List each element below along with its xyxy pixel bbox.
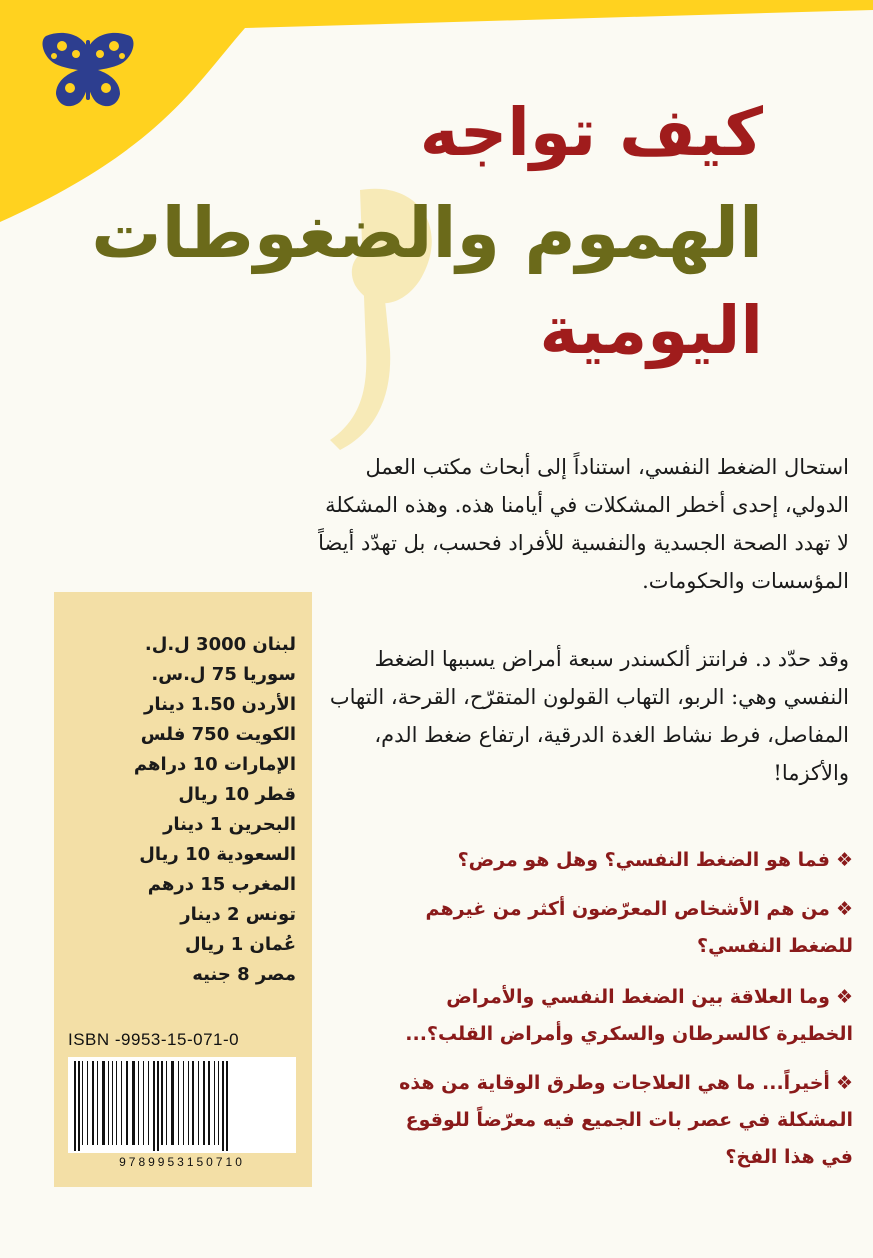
barcode-bar (203, 1061, 205, 1145)
barcode-bar (92, 1061, 94, 1145)
question-item (383, 842, 853, 879)
barcode-bar (74, 1061, 76, 1151)
diamond-bullet-icon: ❖ (835, 898, 853, 920)
barcode-bar (166, 1061, 167, 1145)
barcode-bar (116, 1061, 117, 1145)
price-list (74, 630, 296, 990)
price-item: الأردن 1.50 دينار (144, 694, 296, 715)
question-list (383, 842, 853, 1188)
price-item: البحرين 1 دينار (163, 814, 296, 835)
barcode-bar (161, 1061, 163, 1145)
barcode-bar (97, 1061, 98, 1145)
title-line-2: الهموم والضغوطات (91, 192, 763, 274)
price-item: تونس 2 دينار (180, 904, 296, 925)
intro-paragraph-2: وقد حدّد د. فرانتز ألكسندر سبعة أمراض يسببها الضغط النفسي وهي: الربو، التهاب القولون المتقرّح، القرحة، التهاب المفاصل، فرط نشاط الغدة الدرقية، ارتفاع ضغط الدم، والأكزما! (329, 647, 849, 785)
barcode-bar (208, 1061, 210, 1145)
question-text: أخيراً... ما هي العلاجات وطرق الوقاية من هذه المشكلة في عصر بات الجميع فيه معرّضاً للوقوع في هذا الفخ؟ (399, 1072, 853, 1168)
price-item: لبنان 3000 ل.ل. (144, 634, 296, 655)
price-item: مصر 8 جنيه (192, 964, 296, 985)
barcode-bar (121, 1061, 122, 1145)
price-item: الكويت 750 فلس (140, 724, 296, 745)
price-item: المغرب 15 درهم (147, 874, 296, 895)
barcode-bar (188, 1061, 189, 1145)
barcode-bar (214, 1061, 215, 1145)
barcode-bar (126, 1061, 128, 1145)
barcode-bar (138, 1061, 139, 1145)
barcode-bars (68, 1057, 296, 1153)
barcode-bar (222, 1061, 224, 1151)
barcode-bar (108, 1061, 109, 1145)
barcode-bar (102, 1061, 105, 1145)
barcode-bar (178, 1061, 179, 1145)
barcode (68, 1057, 296, 1153)
barcode-bar (226, 1061, 228, 1151)
title-line-3: اليومية (539, 292, 763, 369)
intro-paragraph-1: استحال الضغط النفسي، استناداً إلى أبحاث مكتب العمل الدولي، إحدى أخطر المشكلات في أيامنا هذه. وهذه المشكلة لا تهدد الصحة الجسدية والنفسية للأفراد فحسب، بل تهدّد أيضاً المؤسسات والحكومات. (318, 455, 849, 593)
barcode-bar (78, 1061, 80, 1151)
barcode-bar (192, 1061, 194, 1145)
diamond-bullet-icon: ❖ (835, 986, 853, 1008)
barcode-number: 9789953150710 (119, 1155, 245, 1169)
diamond-bullet-icon: ❖ (835, 1072, 853, 1094)
barcode-bar (87, 1061, 88, 1145)
barcode-bar (148, 1061, 149, 1145)
price-item: الإمارات 10 دراهم (133, 754, 296, 775)
question-text: من هم الأشخاص المعرّضون أكثر من غيرهم للضغط النفسي؟ (425, 898, 853, 957)
butterfly-icon (36, 30, 140, 112)
barcode-bar (183, 1061, 184, 1145)
price-item: قطر 10 ريال (178, 784, 296, 805)
barcode-bar (82, 1061, 83, 1145)
isbn-text: ISBN -9953-15-071-0 (68, 1030, 240, 1049)
barcode-bar (198, 1061, 199, 1145)
barcode-bar (218, 1061, 219, 1145)
question-text: وما العلاقة بين الضغط النفسي والأمراض الخطيرة كالسرطان والسكري وأمراض القلب؟... (405, 986, 853, 1045)
barcode-bar (171, 1061, 174, 1145)
diamond-bullet-icon: ❖ (835, 849, 853, 871)
barcode-bar (143, 1061, 144, 1145)
barcode-bar (112, 1061, 113, 1145)
price-item: عُمان 1 ريال (184, 934, 296, 955)
price-item: سوريا 75 ل.س. (151, 664, 296, 685)
question-text: فما هو الضغط النفسي؟ وهل هو مرض؟ (457, 849, 830, 871)
question-item (383, 979, 853, 1053)
price-item: السعودية 10 ريال (139, 844, 296, 865)
barcode-bar (153, 1061, 155, 1151)
price-box (54, 592, 312, 1187)
title-line-1: كيف تواجه (419, 94, 763, 171)
question-item (383, 891, 853, 965)
barcode-bar (132, 1061, 135, 1145)
barcode-bar (157, 1061, 159, 1151)
question-item (383, 1065, 853, 1176)
